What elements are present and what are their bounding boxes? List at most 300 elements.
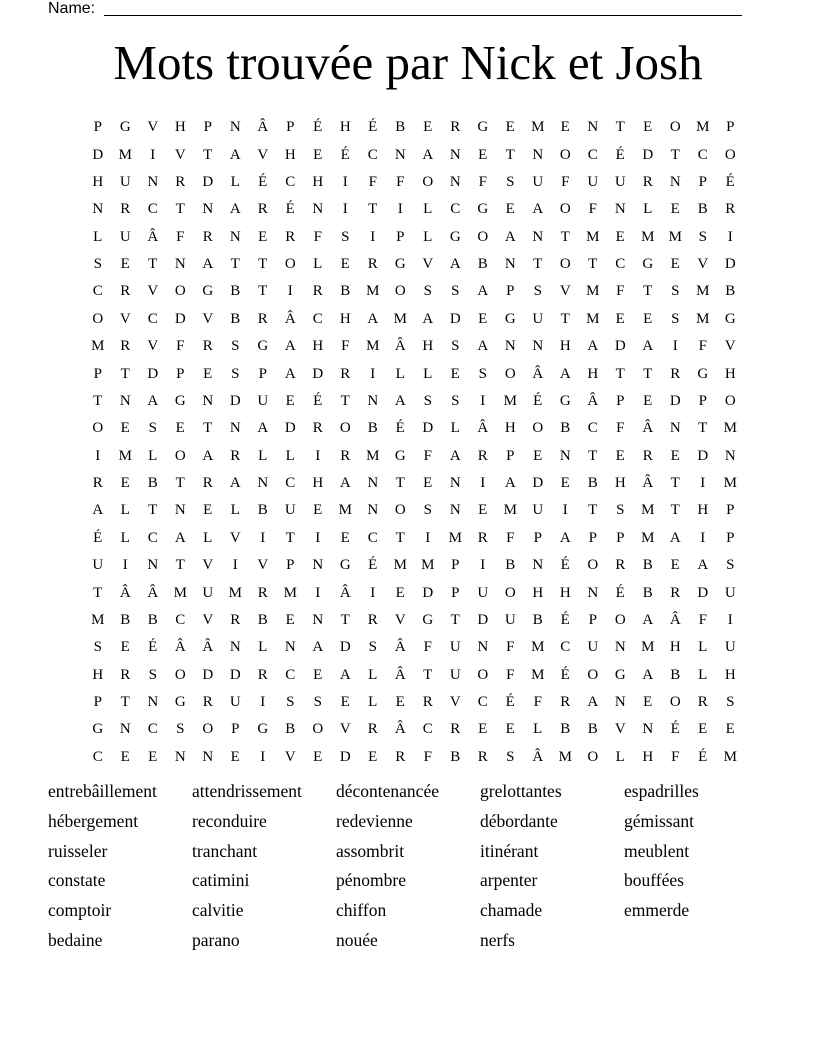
grid-cell: R bbox=[670, 584, 681, 601]
grid-cell: A bbox=[504, 475, 516, 492]
grid-cell: M bbox=[366, 283, 380, 300]
grid-cell: I bbox=[700, 529, 706, 546]
grid-cell: F bbox=[313, 228, 322, 245]
grid-cell: A bbox=[504, 228, 516, 245]
grid-cell: N bbox=[367, 475, 379, 492]
grid-cell: P bbox=[93, 119, 102, 136]
grid-cell: A bbox=[642, 666, 654, 683]
grid-cell: U bbox=[587, 173, 599, 190]
grid-cell: O bbox=[532, 420, 544, 437]
grid-cell: S bbox=[93, 256, 102, 273]
grid-cell: Â bbox=[532, 365, 544, 382]
grid-cell: I bbox=[672, 338, 678, 355]
grid-cell: G bbox=[614, 666, 626, 683]
grid-cell: E bbox=[120, 420, 130, 437]
grid-cell: U bbox=[504, 611, 516, 628]
grid-cell: I bbox=[150, 146, 156, 163]
grid-cell: A bbox=[284, 338, 296, 355]
grid-cell: D bbox=[532, 475, 544, 492]
grid-cell: D bbox=[339, 748, 351, 765]
grid-cell: M bbox=[641, 639, 655, 656]
grid-cell: C bbox=[587, 146, 598, 163]
grid-cell: É bbox=[368, 119, 378, 136]
grid-cell: E bbox=[423, 119, 433, 136]
grid-cell: S bbox=[698, 228, 707, 245]
grid-cell: M bbox=[503, 392, 517, 409]
grid-cell: D bbox=[147, 365, 159, 382]
grid-cell: É bbox=[258, 173, 268, 190]
grid-cell: M bbox=[586, 283, 600, 300]
grid-cell: M bbox=[228, 584, 242, 601]
grid-cell: L bbox=[203, 529, 213, 546]
grid-cell: H bbox=[284, 146, 296, 163]
grid-cell: C bbox=[560, 639, 571, 656]
grid-cell: R bbox=[120, 201, 131, 218]
grid-cell: L bbox=[258, 447, 268, 464]
grid-cell: P bbox=[726, 119, 735, 136]
grid-cell: T bbox=[148, 502, 158, 519]
grid-cell: N bbox=[312, 611, 324, 628]
grid-cell: I bbox=[342, 173, 348, 190]
grid-cell: R bbox=[450, 721, 461, 738]
grid-cell: S bbox=[423, 283, 432, 300]
grid-cell: Â bbox=[642, 475, 654, 492]
grid-cell: M bbox=[696, 310, 710, 327]
grid-cell: I bbox=[370, 228, 376, 245]
grid-cell: N bbox=[504, 256, 516, 273]
grid-cell: É bbox=[148, 639, 158, 656]
grid-cell: P bbox=[93, 365, 102, 382]
word-list-item: constate bbox=[48, 870, 106, 891]
grid-cell: A bbox=[642, 611, 654, 628]
grid-cell: R bbox=[367, 611, 378, 628]
grid-cell: U bbox=[614, 173, 626, 190]
grid-cell: C bbox=[285, 475, 296, 492]
grid-cell: P bbox=[726, 502, 735, 519]
grid-cell: C bbox=[92, 748, 103, 765]
grid-cell: H bbox=[669, 639, 681, 656]
grid-cell: F bbox=[533, 694, 542, 711]
grid-cell: T bbox=[615, 365, 625, 382]
grid-cell: S bbox=[423, 392, 432, 409]
grid-cell: H bbox=[614, 475, 626, 492]
grid-cell: V bbox=[257, 146, 269, 163]
grid-cell: I bbox=[370, 584, 376, 601]
grid-cell: A bbox=[422, 146, 434, 163]
grid-cell: N bbox=[312, 201, 324, 218]
grid-cell: A bbox=[92, 502, 104, 519]
grid-cell: E bbox=[230, 748, 240, 765]
word-list-item: bouffées bbox=[624, 870, 684, 891]
grid-cell: G bbox=[504, 310, 516, 327]
grid-cell: H bbox=[532, 584, 544, 601]
grid-cell: M bbox=[91, 611, 105, 628]
grid-cell: N bbox=[724, 447, 736, 464]
grid-cell: E bbox=[643, 392, 653, 409]
grid-cell: É bbox=[615, 584, 625, 601]
grid-cell: C bbox=[175, 611, 186, 628]
grid-cell: M bbox=[448, 529, 462, 546]
grid-cell: S bbox=[671, 283, 680, 300]
grid-cell: E bbox=[395, 584, 405, 601]
grid-cell: N bbox=[614, 694, 626, 711]
grid-cell: I bbox=[562, 502, 568, 519]
grid-cell: E bbox=[120, 748, 130, 765]
grid-cell: A bbox=[642, 338, 654, 355]
grid-cell: I bbox=[480, 392, 486, 409]
grid-cell: T bbox=[588, 502, 598, 519]
grid-cell: I bbox=[425, 529, 431, 546]
grid-cell: P bbox=[93, 694, 102, 711]
grid-cell: L bbox=[615, 748, 625, 765]
grid-cell: F bbox=[616, 420, 625, 437]
grid-cell: L bbox=[313, 256, 323, 273]
grid-cell: M bbox=[723, 420, 737, 437]
grid-cell: N bbox=[119, 392, 131, 409]
grid-cell: T bbox=[698, 420, 708, 437]
word-list-item: débordante bbox=[480, 810, 558, 831]
grid-cell: I bbox=[480, 557, 486, 574]
grid-cell: T bbox=[230, 256, 240, 273]
grid-cell: N bbox=[257, 475, 269, 492]
grid-cell: R bbox=[120, 283, 131, 300]
grid-cell: R bbox=[202, 338, 213, 355]
grid-cell: B bbox=[560, 420, 571, 437]
word-list-item: meublent bbox=[624, 840, 690, 861]
grid-cell: M bbox=[173, 584, 187, 601]
grid-cell: O bbox=[92, 310, 104, 327]
grid-cell: B bbox=[560, 721, 571, 738]
grid-cell: V bbox=[257, 557, 269, 574]
word-list-item: itinérant bbox=[480, 840, 539, 861]
grid-cell: Â bbox=[642, 420, 654, 437]
grid-cell: M bbox=[586, 228, 600, 245]
grid-cell: V bbox=[394, 611, 406, 628]
word-list-item: gémissant bbox=[624, 810, 694, 831]
name-field bbox=[48, 0, 742, 18]
word-list-item: hébergement bbox=[48, 810, 139, 831]
grid-cell: A bbox=[312, 639, 324, 656]
grid-cell: P bbox=[396, 228, 405, 245]
grid-cell: R bbox=[175, 173, 186, 190]
grid-cell: A bbox=[477, 338, 489, 355]
grid-cell: N bbox=[119, 721, 131, 738]
grid-cell: H bbox=[312, 173, 324, 190]
grid-cell: H bbox=[92, 666, 104, 683]
grid-cell: É bbox=[670, 721, 680, 738]
grid-cell: G bbox=[394, 256, 406, 273]
grid-cell: M bbox=[91, 338, 105, 355]
grid-cell: N bbox=[229, 119, 241, 136]
grid-cell: L bbox=[368, 666, 378, 683]
grid-cell: E bbox=[340, 529, 350, 546]
grid-cell: M bbox=[696, 283, 710, 300]
grid-cell: L bbox=[285, 447, 295, 464]
grid-cell: Â bbox=[174, 639, 186, 656]
grid-cell: D bbox=[202, 173, 214, 190]
word-list-item: pénombre bbox=[336, 870, 406, 891]
grid-cell: Â bbox=[394, 639, 406, 656]
grid-cell: V bbox=[147, 283, 159, 300]
grid-cell: I bbox=[315, 584, 321, 601]
grid-cell: L bbox=[120, 502, 130, 519]
grid-cell: T bbox=[560, 228, 570, 245]
grid-cell: E bbox=[643, 310, 653, 327]
grid-cell: G bbox=[724, 310, 736, 327]
grid-cell: S bbox=[286, 694, 295, 711]
grid-cell: M bbox=[558, 748, 572, 765]
grid-cell: O bbox=[394, 283, 406, 300]
grid-cell: G bbox=[559, 392, 571, 409]
grid-cell: E bbox=[615, 228, 625, 245]
word-list-item: chamade bbox=[480, 900, 543, 921]
grid-cell: S bbox=[616, 502, 625, 519]
grid-cell: I bbox=[95, 447, 101, 464]
grid-cell: P bbox=[726, 529, 735, 546]
grid-cell: H bbox=[504, 420, 516, 437]
grid-cell: Â bbox=[394, 721, 406, 738]
grid-cell: E bbox=[670, 447, 680, 464]
grid-cell: A bbox=[202, 256, 214, 273]
grid-cell: V bbox=[202, 310, 214, 327]
grid-cell: I bbox=[342, 201, 348, 218]
grid-cell: E bbox=[285, 611, 295, 628]
grid-cell: M bbox=[393, 310, 407, 327]
grid-cell: R bbox=[202, 694, 213, 711]
grid-cell: T bbox=[93, 584, 103, 601]
grid-cell: U bbox=[119, 228, 131, 245]
grid-cell: E bbox=[478, 146, 488, 163]
grid-cell: O bbox=[669, 694, 681, 711]
grid-cell: D bbox=[449, 310, 461, 327]
grid-cell: T bbox=[340, 611, 350, 628]
grid-cell: T bbox=[368, 201, 378, 218]
grid-cell: L bbox=[120, 529, 130, 546]
grid-cell: É bbox=[560, 611, 570, 628]
grid-cell: B bbox=[587, 475, 598, 492]
grid-cell: É bbox=[395, 420, 405, 437]
grid-cell: A bbox=[477, 283, 489, 300]
grid-cell: V bbox=[284, 748, 296, 765]
grid-cell: T bbox=[203, 146, 213, 163]
grid-cell: P bbox=[588, 529, 597, 546]
grid-cell: A bbox=[559, 365, 571, 382]
grid-cell: I bbox=[122, 557, 128, 574]
grid-cell: N bbox=[532, 338, 544, 355]
grid-cell: V bbox=[147, 338, 159, 355]
grid-cell: R bbox=[697, 694, 708, 711]
grid-cell: R bbox=[202, 228, 213, 245]
grid-cell: D bbox=[174, 310, 186, 327]
grid-cell: D bbox=[477, 611, 489, 628]
grid-cell: A bbox=[449, 256, 461, 273]
grid-cell: S bbox=[368, 639, 377, 656]
grid-cell: S bbox=[423, 502, 432, 519]
grid-cell: E bbox=[203, 502, 213, 519]
grid-cell: U bbox=[92, 557, 104, 574]
grid-cell: F bbox=[423, 639, 432, 656]
grid-cell: Â bbox=[532, 748, 544, 765]
grid-cell: R bbox=[367, 721, 378, 738]
grid-cell: S bbox=[231, 338, 240, 355]
grid-cell: N bbox=[229, 228, 241, 245]
grid-cell: É bbox=[340, 146, 350, 163]
grid-cell: E bbox=[313, 502, 323, 519]
grid-cell: S bbox=[148, 666, 157, 683]
grid-cell: H bbox=[339, 119, 351, 136]
grid-cell: I bbox=[260, 748, 266, 765]
grid-cell: P bbox=[451, 557, 460, 574]
grid-cell: V bbox=[202, 611, 214, 628]
grid-cell: A bbox=[339, 475, 351, 492]
grid-cell: Â bbox=[339, 584, 351, 601]
grid-cell: M bbox=[531, 666, 545, 683]
grid-cell: T bbox=[340, 392, 350, 409]
grid-cell: C bbox=[285, 666, 296, 683]
grid-cell: F bbox=[698, 338, 707, 355]
grid-cell: T bbox=[120, 365, 130, 382]
word-list-item: arpenter bbox=[480, 870, 538, 891]
grid-cell: M bbox=[641, 529, 655, 546]
grid-cell: V bbox=[202, 557, 214, 574]
grid-cell: R bbox=[257, 310, 268, 327]
grid-cell: P bbox=[616, 392, 625, 409]
grid-cell: D bbox=[92, 146, 104, 163]
grid-cell: N bbox=[559, 447, 571, 464]
grid-cell: T bbox=[670, 502, 680, 519]
grid-cell: E bbox=[560, 119, 570, 136]
grid-cell: C bbox=[367, 146, 378, 163]
name-underline bbox=[104, 15, 742, 16]
grid-cell: H bbox=[312, 338, 324, 355]
word-list-item: décontenancée bbox=[336, 781, 439, 801]
grid-cell: A bbox=[587, 338, 599, 355]
grid-cell: N bbox=[394, 146, 406, 163]
grid-cell: T bbox=[450, 611, 460, 628]
grid-cell: L bbox=[230, 502, 240, 519]
grid-cell: C bbox=[285, 173, 296, 190]
grid-cell: E bbox=[395, 694, 405, 711]
grid-cell: P bbox=[286, 557, 295, 574]
grid-cell: A bbox=[697, 557, 709, 574]
grid-cell: U bbox=[724, 639, 736, 656]
grid-cell: N bbox=[367, 392, 379, 409]
grid-cell: Â bbox=[587, 392, 599, 409]
grid-cell: U bbox=[724, 584, 736, 601]
grid-cell: E bbox=[670, 557, 680, 574]
grid-cell: R bbox=[257, 666, 268, 683]
grid-cell: A bbox=[587, 694, 599, 711]
grid-cell: H bbox=[312, 475, 324, 492]
grid-cell: F bbox=[698, 611, 707, 628]
grid-cell: G bbox=[477, 119, 489, 136]
grid-cell: M bbox=[366, 338, 380, 355]
grid-cell: I bbox=[315, 529, 321, 546]
grid-cell: E bbox=[313, 748, 323, 765]
grid-cell: T bbox=[588, 447, 598, 464]
grid-cell: T bbox=[93, 392, 103, 409]
grid-cell: U bbox=[477, 584, 489, 601]
grid-cell: T bbox=[670, 475, 680, 492]
grid-cell: E bbox=[505, 119, 515, 136]
grid-cell: I bbox=[370, 365, 376, 382]
grid-cell: R bbox=[340, 365, 351, 382]
grid-cell: Â bbox=[394, 666, 406, 683]
grid-cell: U bbox=[532, 310, 544, 327]
grid-cell: N bbox=[642, 721, 654, 738]
grid-cell: I bbox=[315, 447, 321, 464]
word-list-item: catimini bbox=[192, 870, 250, 891]
word-list-item: comptoir bbox=[48, 900, 112, 921]
word-list-item: nouée bbox=[336, 929, 378, 950]
grid-cell: O bbox=[92, 420, 104, 437]
grid-cell: G bbox=[449, 228, 461, 245]
grid-cell: N bbox=[614, 639, 626, 656]
grid-cell: V bbox=[614, 721, 626, 738]
grid-cell: B bbox=[340, 283, 351, 300]
grid-cell: F bbox=[176, 338, 185, 355]
grid-cell: A bbox=[339, 666, 351, 683]
grid-cell: P bbox=[588, 611, 597, 628]
grid-cell: S bbox=[533, 283, 542, 300]
grid-cell: G bbox=[339, 557, 351, 574]
grid-cell: F bbox=[423, 748, 432, 765]
grid-cell: É bbox=[725, 173, 735, 190]
grid-cell: R bbox=[642, 173, 653, 190]
grid-cell: Â bbox=[284, 310, 296, 327]
grid-cell: R bbox=[202, 475, 213, 492]
grid-cell: N bbox=[229, 639, 241, 656]
grid-cell: A bbox=[174, 529, 186, 546]
grid-cell: H bbox=[92, 173, 104, 190]
grid-cell: M bbox=[118, 146, 132, 163]
grid-cell: T bbox=[395, 529, 405, 546]
grid-cell: E bbox=[478, 721, 488, 738]
grid-cell: E bbox=[643, 119, 653, 136]
grid-cell: C bbox=[147, 529, 158, 546]
grid-cell: M bbox=[421, 557, 435, 574]
grid-cell: O bbox=[504, 584, 516, 601]
grid-cell: B bbox=[230, 310, 241, 327]
grid-cell: R bbox=[477, 748, 488, 765]
grid-cell: F bbox=[423, 447, 432, 464]
grid-cell: H bbox=[559, 584, 571, 601]
grid-cell: Â bbox=[257, 119, 269, 136]
grid-cell: L bbox=[423, 228, 433, 245]
grid-cell: L bbox=[643, 201, 653, 218]
grid-cell: P bbox=[698, 392, 707, 409]
grid-cell: N bbox=[174, 256, 186, 273]
grid-cell: E bbox=[643, 694, 653, 711]
grid-cell: E bbox=[615, 310, 625, 327]
grid-cell: B bbox=[230, 283, 241, 300]
grid-cell: B bbox=[477, 256, 488, 273]
grid-cell: H bbox=[724, 666, 736, 683]
grid-cell: D bbox=[229, 392, 241, 409]
grid-cell: R bbox=[670, 365, 681, 382]
grid-cell: O bbox=[587, 666, 599, 683]
grid-cell: C bbox=[697, 146, 708, 163]
grid-cell: T bbox=[285, 529, 295, 546]
grid-cell: É bbox=[93, 529, 103, 546]
grid-cell: U bbox=[119, 173, 131, 190]
grid-cell: R bbox=[340, 447, 351, 464]
grid-cell: F bbox=[506, 639, 515, 656]
grid-cell: G bbox=[202, 283, 214, 300]
grid-cell: B bbox=[642, 557, 653, 574]
grid-cell: H bbox=[559, 338, 571, 355]
grid-cell: S bbox=[478, 365, 487, 382]
